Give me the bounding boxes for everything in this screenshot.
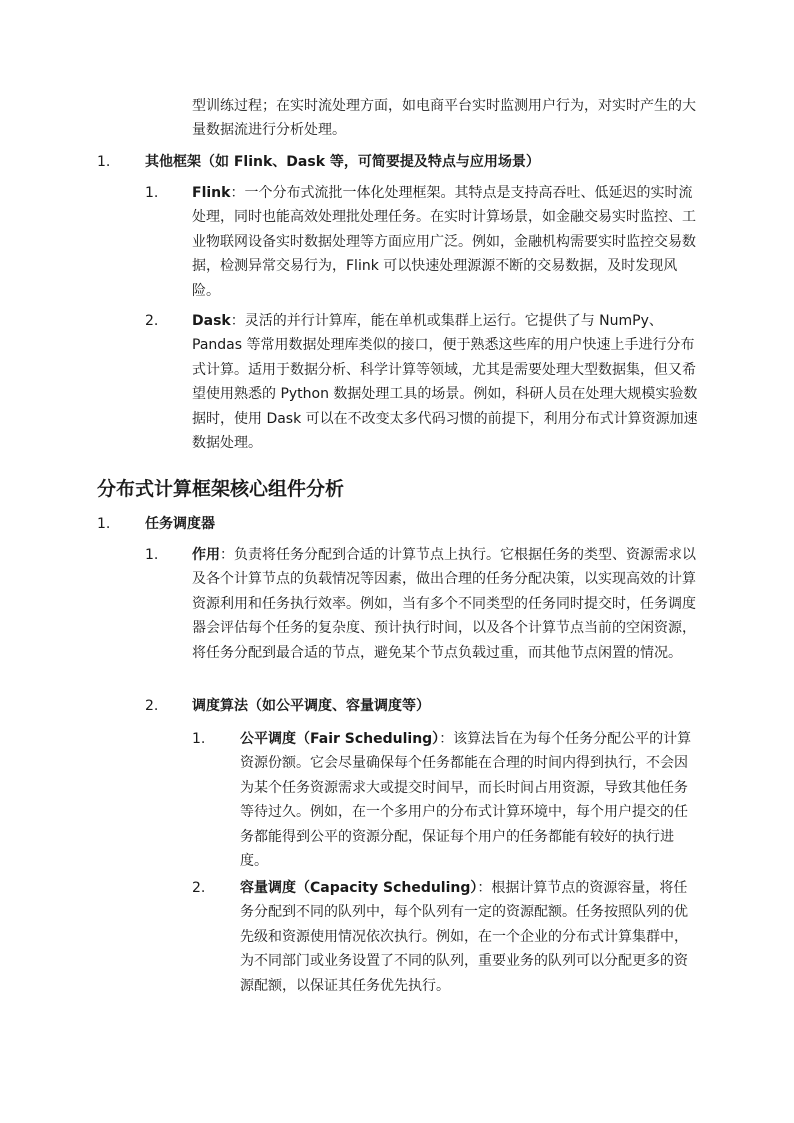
list-number: 2. xyxy=(145,313,159,329)
list-number: 2. xyxy=(145,698,159,714)
dask-term: Dask xyxy=(192,313,231,329)
role-term: 作用 xyxy=(192,547,220,563)
flink-description: ：一个分布式流批一体化处理框架。其特点是支持高吞吐、低延迟的实时流处理，同时也能高效处理批处理任务。在实时计算场景，如金融交易实时监控、工业物联网设备实时数据处理等方面应用广泛。例如，金融机构需要实时监控交易数据，检测异常交易行为，Flink 可以快速处理源源不断的交易数据，及时发现风险。 xyxy=(192,185,696,299)
algorithms-title: 调度算法（如公平调度、容量调度等） xyxy=(192,698,430,714)
list-number: 1. xyxy=(97,516,111,532)
flink-term: Flink xyxy=(192,185,231,201)
fair-scheduling-paragraph xyxy=(240,727,700,873)
capacity-scheduling-paragraph xyxy=(240,876,700,998)
list-number: 2. xyxy=(192,880,206,896)
section-heading: 分布式计算框架核心组件分析 xyxy=(97,478,345,500)
role-paragraph xyxy=(192,543,700,665)
other-frameworks-title: 其他框架（如 Flink、Dask 等，可简要提及特点与应用场景） xyxy=(145,154,540,170)
capacity-scheduling-term: 容量调度（Capacity Scheduling） xyxy=(240,880,478,896)
task-scheduler-title: 任务调度器 xyxy=(145,516,215,532)
flink-paragraph xyxy=(192,181,700,303)
intro-continuation-paragraph: 型训练过程；在实时流处理方面，如电商平台实时监测用户行为，对实时产生的大量数据流进行分析处理。 xyxy=(192,98,696,139)
fair-scheduling-description: ：该算法旨在为每个任务分配公平的计算资源份额。它会尽量确保每个任务都能在合理的时间内得到执行，不会因为某个任务资源需求大或提交时间早，而长时间占用资源，导致其他任务等待过久。例如，在一个多用户的分布式计算环境中，每个用户提交的任务都能得到公平的资源分配，保证每个用户的任务都能有较好的执行进度。 xyxy=(240,731,692,870)
dask-paragraph xyxy=(192,309,700,455)
fair-scheduling-term: 公平调度（Fair Scheduling） xyxy=(240,731,440,747)
role-description: ：负责将任务分配到合适的计算节点上执行。它根据任务的类型、资源需求以及各个计算节点的负载情况等因素，做出合理的任务分配决策，以实现高效的计算资源利用和任务执行效率。例如，当有多个不同类型的任务同时提交时，任务调度器会评估每个任务的复杂度、预计执行时间，以及各个计算节点当前的空闲资源，将任务分配到最合适的节点，避免某个节点负载过重，而其他节点闲置的情况。 xyxy=(192,547,696,661)
list-number: 1. xyxy=(97,154,111,170)
list-number: 1. xyxy=(145,547,159,563)
dask-description: ：灵活的并行计算库，能在单机或集群上运行。它提供了与 NumPy、Pandas 等常用数据处理库类似的接口，便于熟悉这些库的用户快速上手进行分布式计算。适用于数据分析、科学计算等领域，尤其是需要处理大型数据集，但又希望使用熟悉的 Python 数据处理工具的场景。例如，科研人员在处理大规模实验数据时，使用 Dask 可以在不改变太多代码习惯的前提下，利用分布式计算资源加速数据处理。 xyxy=(192,313,698,452)
list-number: 1. xyxy=(145,185,159,201)
list-number: 1. xyxy=(192,731,206,747)
capacity-scheduling-description: ：根据计算节点的资源容量，将任务分配到不同的队列中，每个队列有一定的资源配额。任务按照队列的优先级和资源使用情况依次执行。例如，在一个企业的分布式计算集群中，为不同部门或业务设置了不同的队列，重要业务的队列可以分配更多的资源配额，以保证其任务优先执行。 xyxy=(240,880,688,994)
